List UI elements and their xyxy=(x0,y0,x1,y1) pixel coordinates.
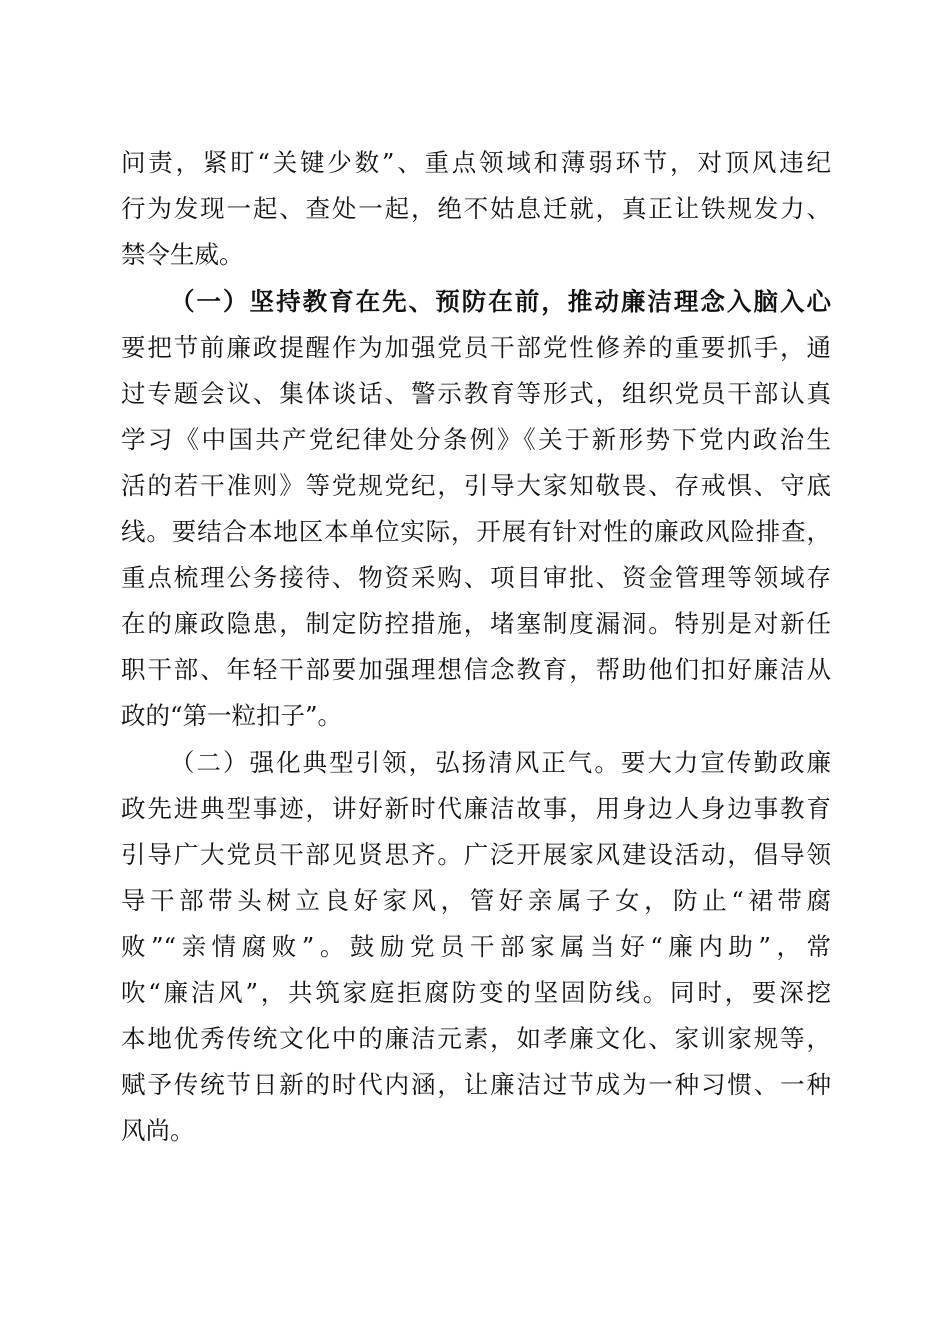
paragraph-line: 导干部带头树立良好家风，管好亲属子女，防止“裙带腐 xyxy=(121,886,831,915)
paragraph-line: 风尚。 xyxy=(121,1116,195,1145)
paragraph-line: 线。要结合本地区本单位实际，开展有针对性的廉政风险排查， xyxy=(121,517,831,546)
paragraph-line: 活的若干准则》等党规党纪，引导大家知敬畏、存戒惧、守底 xyxy=(121,471,831,500)
paragraph-line: 学习《中国共产党纪律处分条例》《关于新形势下党内政治生 xyxy=(121,425,831,454)
paragraph-line: 过专题会议、集体谈话、警示教育等形式，组织党员干部认真 xyxy=(121,379,831,408)
paragraph-line: 政的“第一粒扣子”。 xyxy=(121,701,343,730)
paragraph-line: 在的廉政隐患，制定防控措施，堵塞制度漏洞。特别是对新任 xyxy=(121,609,831,638)
paragraph-line: 引导广大党员干部见贤思齐。广泛开展家风建设活动，倡导领 xyxy=(121,840,831,869)
section-heading-2-line: （二）强化典型引领，弘扬清风正气。要大力宣传勤政廉 xyxy=(170,748,831,777)
paragraph-line: 败”“亲情腐败”。鼓励党员干部家属当好“廉内助”，常 xyxy=(121,932,831,961)
paragraph-line: 要把节前廉政提醒作为加强党员干部党性修养的重要抓手，通 xyxy=(121,333,831,362)
paragraph-line: 职干部、年轻干部要加强理想信念教育，帮助他们扣好廉洁从 xyxy=(121,655,831,684)
paragraph-line: 问责，紧盯“关键少数”、重点领域和薄弱环节，对顶风违纪 xyxy=(121,148,831,177)
paragraph-line: 政先进典型事迹，讲好新时代廉洁故事，用身边人身边事教育 xyxy=(121,794,831,823)
paragraph-line: 行为发现一起、查处一起，绝不姑息迁就，真正让铁规发力、 xyxy=(121,194,831,223)
paragraph-line: 赋予传统节日新的时代内涵，让廉洁过节成为一种习惯、一种 xyxy=(121,1070,831,1099)
paragraph-line: 重点梳理公务接待、物资采购、项目审批、资金管理等领域存 xyxy=(121,563,831,592)
paragraph-line: 禁令生威。 xyxy=(121,240,244,269)
paragraph-line: 本地优秀传统文化中的廉洁元素，如孝廉文化、家训家规等， xyxy=(121,1024,831,1053)
paragraph-line: 吹“廉洁风”，共筑家庭拒腐防变的坚固防线。同时，要深挖 xyxy=(121,978,831,1007)
section-heading-1: （一）坚持教育在先、预防在前，推动廉洁理念入脑入心 xyxy=(170,287,831,316)
